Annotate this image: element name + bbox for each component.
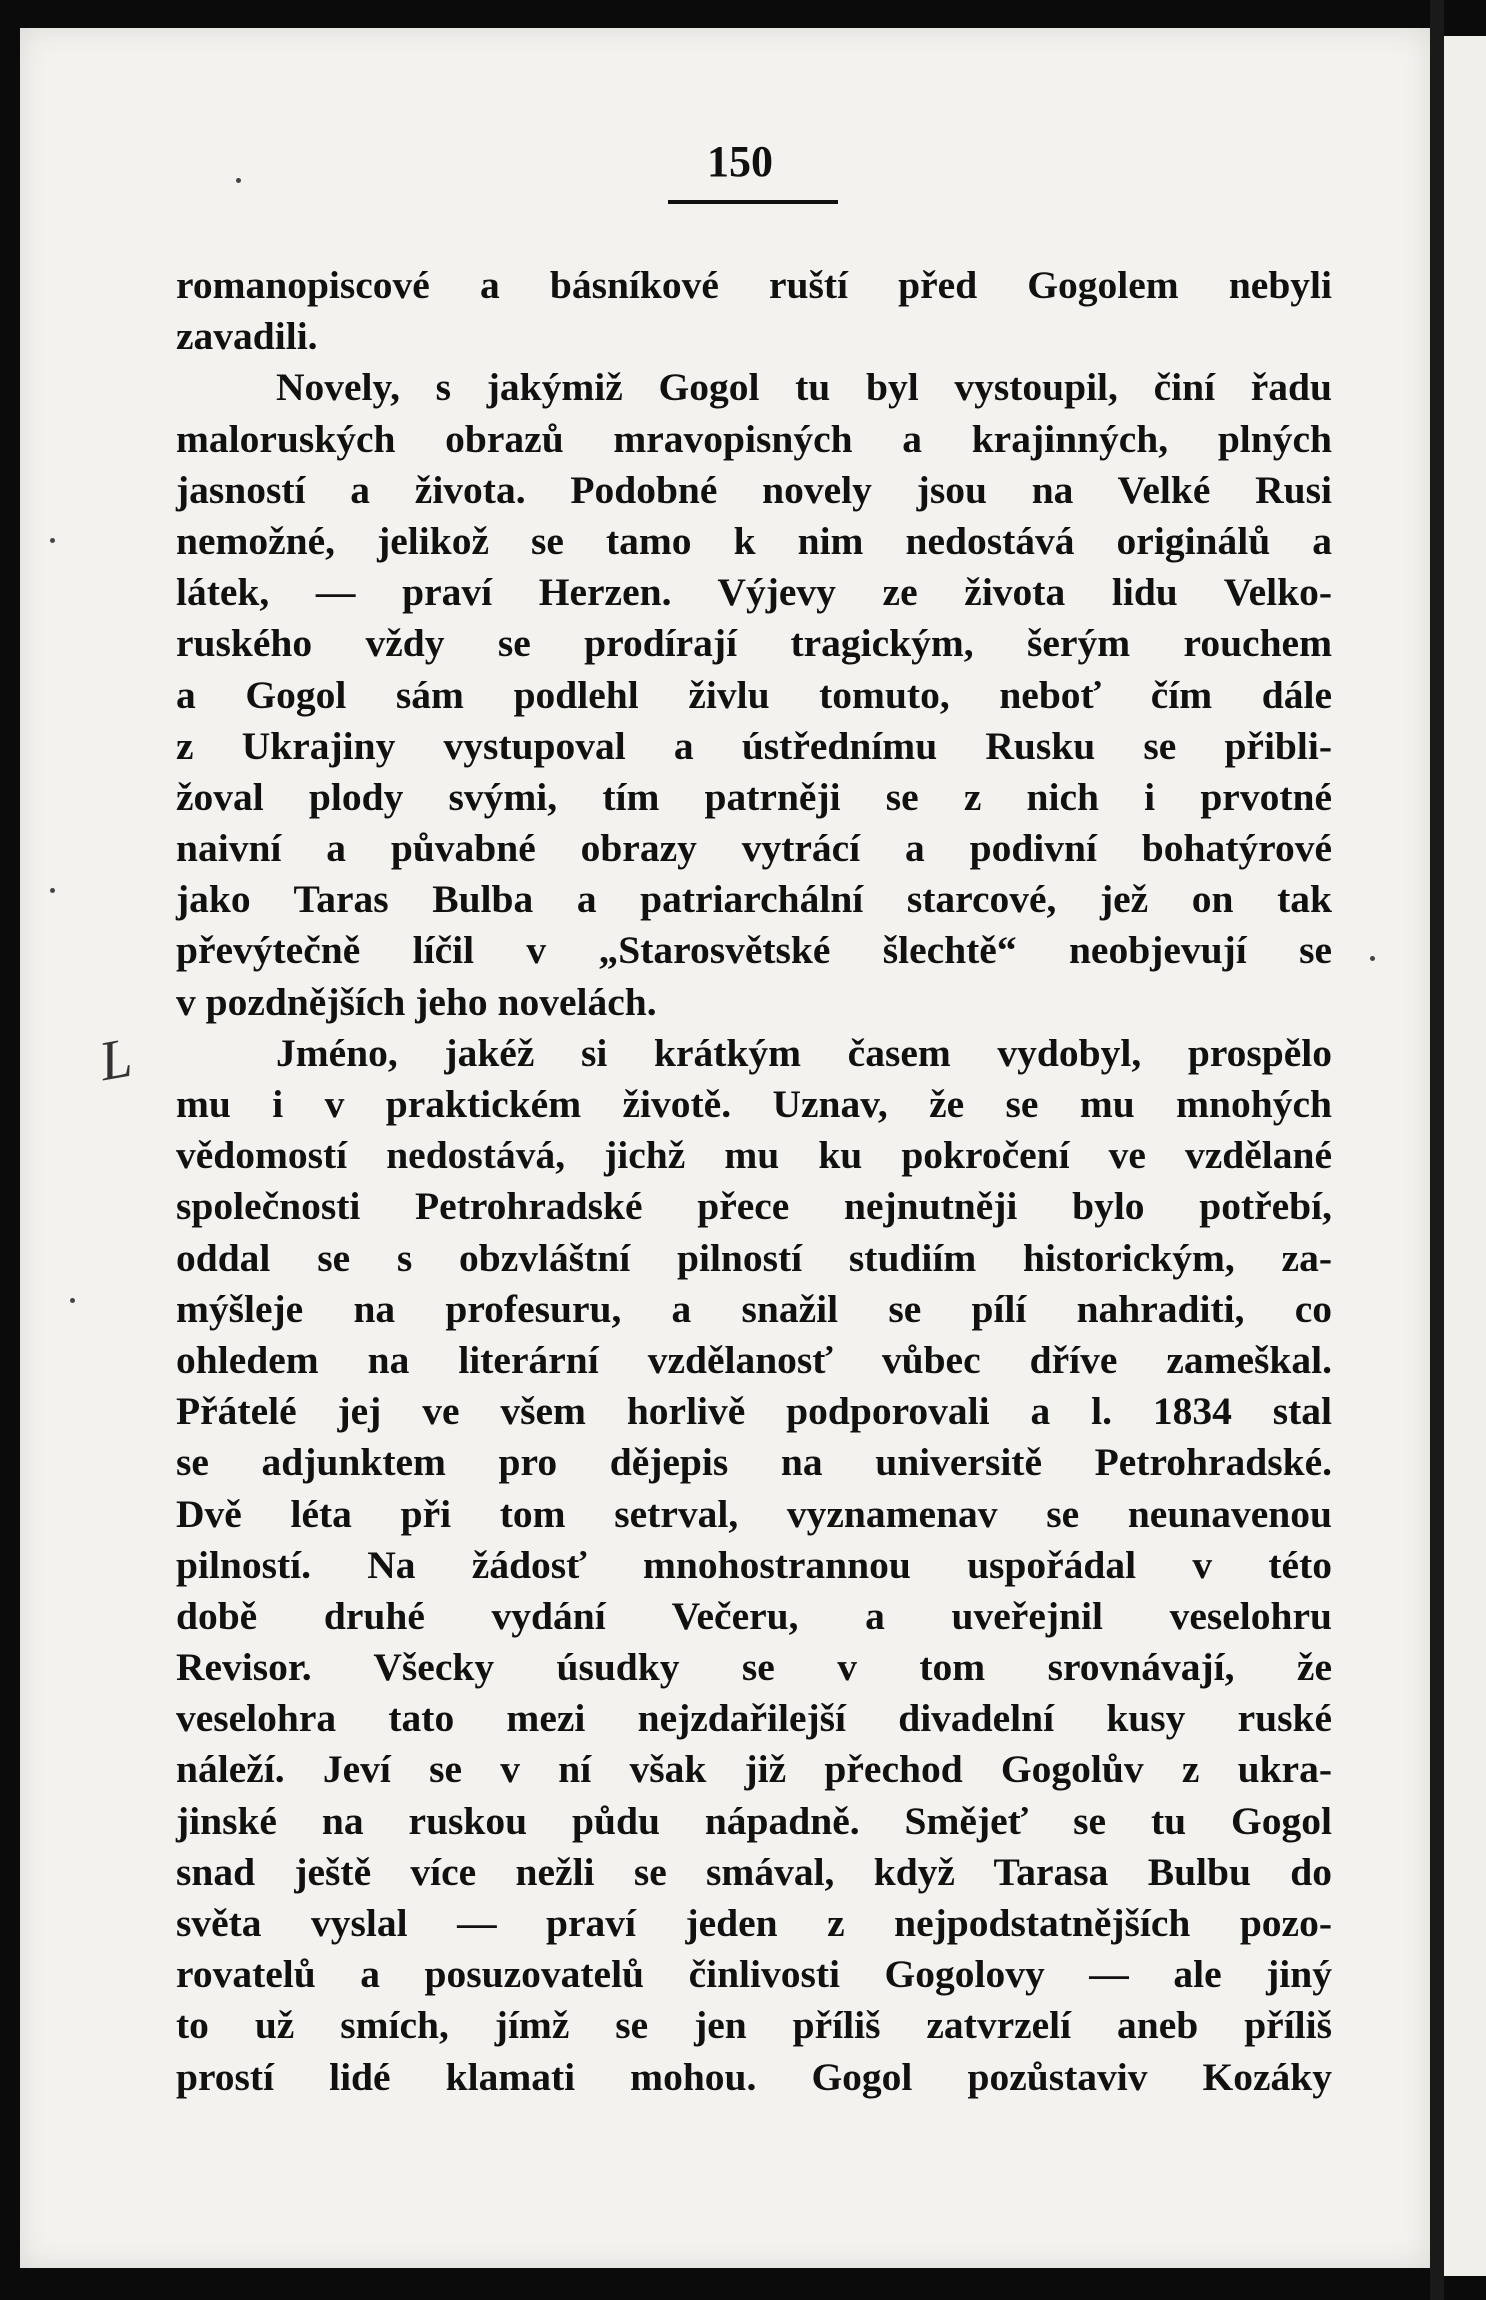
margin-pencil-mark: L <box>94 1026 137 1094</box>
text-line: z Ukrajiny vystupoval a ústřednímu Rusku se přibli- <box>176 723 1332 768</box>
text-line: pilností. Na žádosť mnohostrannou uspořádal v této <box>176 1542 1332 1587</box>
header-rule <box>668 200 838 204</box>
text-line: Revisor. Všecky úsudky se v tom srovnávají, že <box>176 1645 1332 1690</box>
text-line: v pozdnějších jeho novelách. <box>176 979 657 1024</box>
body-text <box>176 260 1332 2103</box>
text-line: Jméno, jakéž si krátkým časem vydobyl, prospělo <box>276 1030 1332 1075</box>
text-line: ruského vždy se prodírají tragickým, šerým rouchem <box>176 621 1332 666</box>
text-line: jasností a života. Podobné novely jsou na Velké Rusi <box>176 467 1332 512</box>
text-line: to už smích, jímž se jen příliš zatvrzelí aneb příliš <box>176 2003 1332 2048</box>
text-line: žoval plody svými, tím patrněji se z nich i prvotné <box>176 774 1332 819</box>
text-line: látek, — praví Herzen. Výjevy ze života lidu Velko- <box>176 570 1332 615</box>
text-line: převýtečně líčil v „Starosvětské šlechtě“ neobjevují se <box>176 928 1332 973</box>
margin-dot <box>50 538 55 543</box>
text-line: náleží. Jeví se v ní však již přechod Gogolův z ukra- <box>176 1747 1332 1792</box>
text-line: době druhé vydání Večeru, a uveřejnil veselohru <box>176 1593 1332 1638</box>
text-line: Přátelé jej ve všem horlivě podporovali a l. 1834 stal <box>176 1389 1332 1434</box>
text-line: se adjunktem pro dějepis na universitě Petrohradské. <box>176 1440 1332 1485</box>
text-line: romanopiscové a básníkové ruští před Gogolem nebyli <box>176 263 1332 307</box>
margin-dot <box>70 1298 75 1303</box>
text-line: jinské na ruskou půdu nápadně. Smějeť se tu Gogol <box>176 1798 1332 1843</box>
margin-dot <box>1370 956 1375 961</box>
text-line: světa vyslal — praví jeden z nejpodstatnějších pozo- <box>176 1901 1332 1945</box>
text-line: naivní a půvabné obrazy vytrácí a podivní bohatýrové <box>176 826 1332 871</box>
page-number: 150 <box>707 137 773 186</box>
text-line: veselohra tato mezi nejzdařilejší divadelní kusy ruské <box>176 1696 1332 1741</box>
text-line: rovatelů a posuzovatelů činlivosti Gogolovy — ale jiný <box>176 1952 1332 1997</box>
text-line: nemožné, jelikož se tamo k nim nedostává originálů a <box>176 518 1332 563</box>
text-line: mu i v praktickém životě. Uznav, že se mu mnohých <box>176 1082 1332 1126</box>
text-line: oddal se s obzvláštní pilností studiím historickým, za- <box>176 1235 1332 1280</box>
text-line: Dvě léta při tom setrval, vyznamenav se neunavenou <box>176 1491 1332 1536</box>
page-gutter <box>1430 0 1444 2300</box>
text-line: ohledem na literární vzdělanosť vůbec dříve zameškal. <box>176 1337 1332 1382</box>
book-page <box>20 28 1430 2268</box>
text-line: Novely, s jakýmiž Gogol tu byl vystoupil, činí řadu <box>276 365 1332 410</box>
text-line: snad ještě více nežli se smával, když Tarasa Bulbu do <box>176 1849 1332 1894</box>
text-line: a Gogol sám podlehl živlu tomuto, neboť čím dále <box>176 672 1332 717</box>
text-line: prostí lidé klamati mohou. Gogol pozůstaviv Kozáky <box>176 2054 1332 2099</box>
text-line: mýšleje na profesuru, a snažil se pílí nahraditi, co <box>176 1286 1332 1331</box>
margin-dot <box>236 178 241 183</box>
margin-dot <box>50 888 55 893</box>
text-line: maloruských obrazů mravopisných a krajinných, plných <box>176 416 1332 461</box>
text-line: jako Taras Bulba a patriarchální starcové, jež on tak <box>176 877 1332 922</box>
text-line: společnosti Petrohradské přece nejnutněji bylo potřebí, <box>176 1184 1332 1229</box>
text-line: zavadili. <box>176 314 318 359</box>
text-line: vědomostí nedostává, jichž mu ku pokročení ve vzdělané <box>176 1133 1332 1178</box>
next-page-edge <box>1444 36 1486 2276</box>
